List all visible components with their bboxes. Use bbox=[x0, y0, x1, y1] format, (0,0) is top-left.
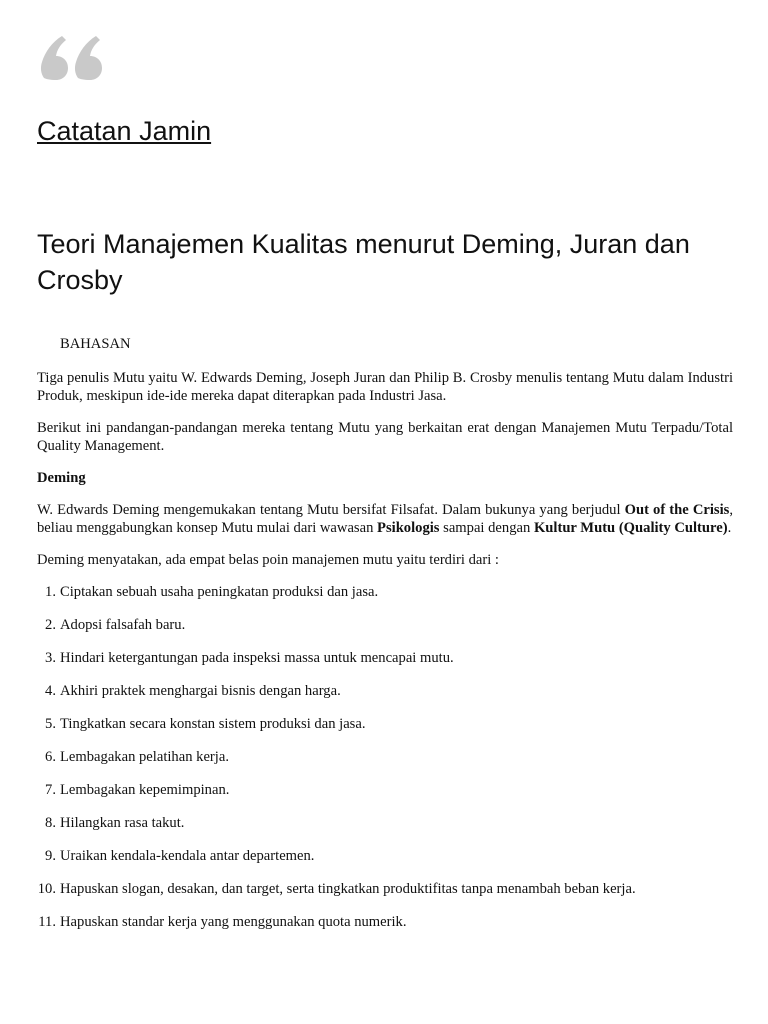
blog-title-link[interactable]: Catatan Jamin bbox=[37, 116, 212, 146]
list-number: 4. bbox=[45, 683, 56, 699]
list-text: Hilangkan rasa takut. bbox=[60, 815, 185, 831]
list-item bbox=[37, 583, 733, 601]
list-item bbox=[37, 781, 733, 799]
deming-text-3: sampai dengan bbox=[439, 520, 534, 536]
list-text: Hindari ketergantungan pada inspeksi massa untuk mencapai mutu. bbox=[60, 650, 454, 666]
list-item bbox=[37, 847, 733, 865]
list-text: Lembagakan kepemimpinan. bbox=[60, 782, 230, 798]
list-number: 1. bbox=[45, 584, 56, 600]
list-number: 3. bbox=[45, 650, 56, 666]
deming-text-1: W. Edwards Deming mengemukakan tentang Mutu bersifat Filsafat. Dalam bukunya yang berjudul bbox=[37, 502, 625, 518]
list-item bbox=[37, 913, 733, 931]
list-number: 11. bbox=[38, 914, 56, 930]
points-intro: Deming menyatakan, ada empat belas poin manajemen mutu yaitu terdiri dari : bbox=[37, 552, 499, 568]
list-number: 8. bbox=[45, 815, 56, 831]
list-text: Tingkatkan secara konstan sistem produksi dan jasa. bbox=[60, 716, 366, 732]
list-text: Ciptakan sebuah usaha peningkatan produksi dan jasa. bbox=[60, 584, 379, 600]
list-number: 9. bbox=[45, 848, 56, 864]
list-number: 6. bbox=[45, 749, 56, 765]
list-text: Hapuskan standar kerja yang menggunakan quota numerik. bbox=[60, 914, 407, 930]
list-item bbox=[37, 814, 733, 832]
list-number: 2. bbox=[45, 617, 56, 633]
deming-points-list bbox=[37, 583, 733, 931]
list-item bbox=[37, 616, 733, 634]
intro-paragraph-2: Berikut ini pandangan-pandangan mereka tentang Mutu yang berkaitan erat dengan Manajemen Mutu Terpadu/Total Quality Management. bbox=[37, 420, 733, 454]
list-text: Lembagakan pelatihan kerja. bbox=[60, 749, 229, 765]
term-psikologis: Psikologis bbox=[377, 520, 440, 536]
deming-heading bbox=[37, 469, 733, 487]
list-text: Adopsi falsafah baru. bbox=[60, 617, 186, 633]
list-number: 10. bbox=[37, 881, 56, 897]
list-text: Uraikan kendala-kendala antar departemen. bbox=[60, 848, 315, 864]
list-text: Hapuskan slogan, desakan, dan target, serta tingkatkan produktifitas tanpa menambah beban kerja. bbox=[60, 881, 636, 897]
book-title: Out of the Crisis bbox=[624, 502, 730, 518]
deming-text-4: . bbox=[727, 520, 732, 536]
list-number: 7. bbox=[45, 782, 56, 798]
deming-paragraph bbox=[37, 501, 733, 537]
list-number: 5. bbox=[45, 716, 56, 732]
term-kultur-mutu: Kultur Mutu (Quality Culture) bbox=[533, 520, 728, 536]
list-item bbox=[37, 715, 733, 733]
list-item bbox=[37, 682, 733, 700]
list-item bbox=[37, 748, 733, 766]
list-item bbox=[37, 880, 733, 898]
deming-heading-text: Deming bbox=[37, 470, 86, 486]
section-label: BAHASAN bbox=[60, 336, 131, 352]
deming-text-2: , beliau menggabungkan konsep Mutu mulai dari wawasan bbox=[37, 502, 733, 536]
post-content bbox=[37, 335, 733, 946]
intro-paragraph-1: Tiga penulis Mutu yaitu W. Edwards Deming, Joseph Juran dan Philip B. Crosby menulis tentang Mutu dalam Industri Produk, meskipun ide-ide mereka dapat diterapkan pada Industri Jasa. bbox=[37, 370, 733, 404]
list-text: Akhiri praktek menghargai bisnis dengan harga. bbox=[60, 683, 341, 699]
post-title: Teori Manajemen Kualitas menurut Deming, Juran dan Crosby bbox=[37, 229, 690, 295]
list-item bbox=[37, 649, 733, 667]
quotation-mark-icon bbox=[40, 34, 104, 80]
